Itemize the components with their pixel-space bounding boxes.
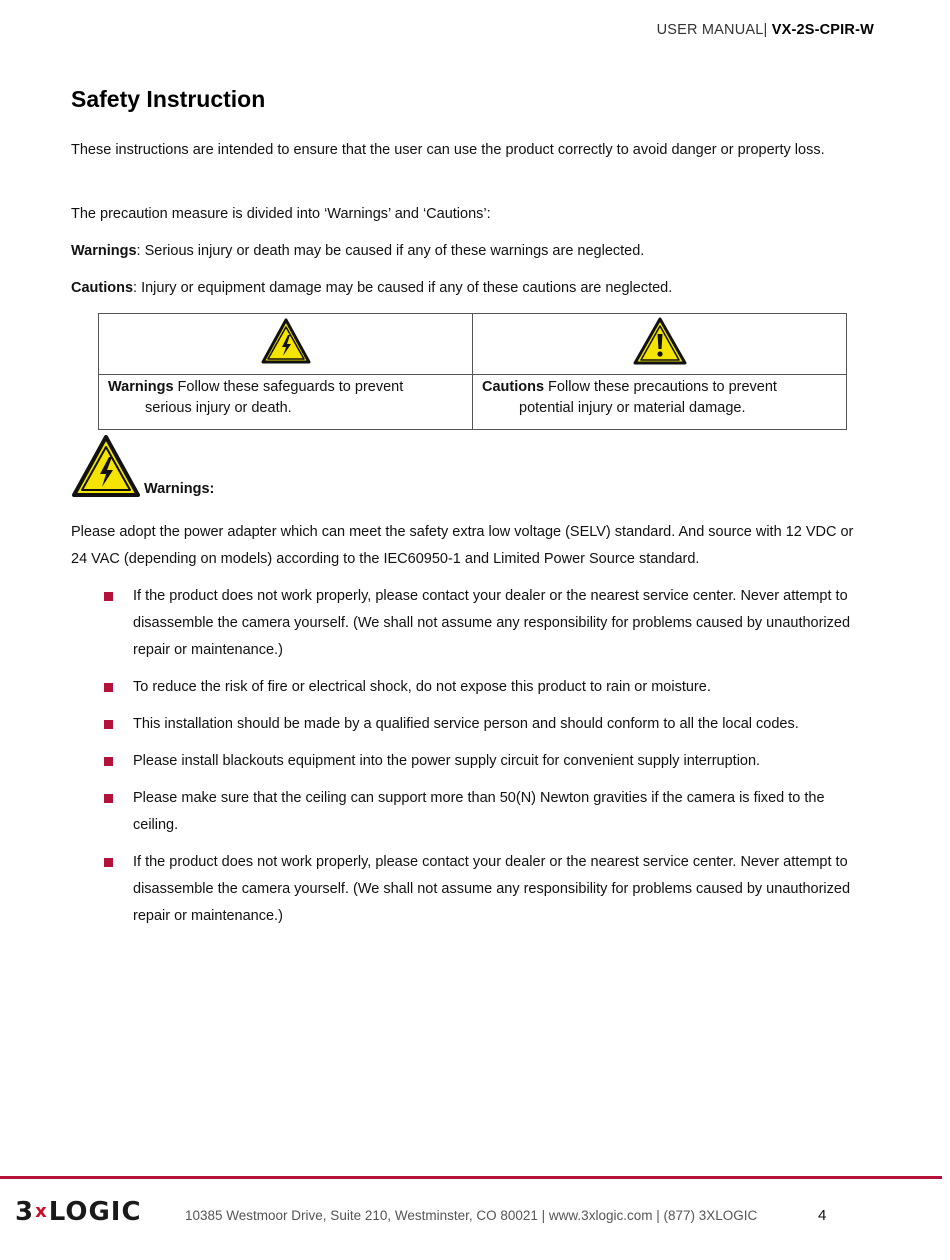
table-cautions-term: Cautions	[482, 379, 545, 395]
table-cautions-line2: potential injury or material damage.	[519, 400, 746, 416]
warnings-definition	[71, 238, 876, 265]
cautions-term: Cautions	[71, 280, 134, 296]
list-item: Please install blackouts equipment into the power supply circuit for convenient supply interruption.	[0, 748, 873, 775]
intro-paragraph: These instructions are intended to ensure that the user can use the product correctly to avoid danger or property loss.	[71, 142, 825, 158]
bullet-square-icon	[104, 720, 113, 729]
high-voltage-warning-icon	[261, 352, 311, 368]
bullet-square-icon	[104, 794, 113, 803]
header-prefix: USER MANUAL|	[656, 22, 772, 38]
table-cautions-line1: Follow these precautions to prevent	[544, 379, 777, 395]
table-cautions-cell	[473, 375, 847, 430]
cautions-definition-text: : Injury or equipment damage may be caused if any of these cautions are neglected.	[133, 280, 673, 296]
page-number: 4	[818, 1207, 827, 1224]
warnings-heading: Warnings:	[144, 481, 215, 497]
footer-address: 10385 Westmoor Drive, Suite 210, Westminster, CO 80021 | www.3xlogic.com | (877) 3XLOGIC	[185, 1208, 758, 1223]
cautions-definition	[71, 275, 876, 302]
table-warnings-cell	[99, 375, 473, 430]
table-warnings-line2: serious injury or death.	[145, 400, 292, 416]
warnings-term: Warnings	[71, 243, 137, 259]
list-item: If the product does not work properly, please contact your dealer or the nearest service center. Never attempt to disassemble the camera yourself. (We shall not assume any responsibility for problems caused by unauthorized repair or maintenance.)	[0, 849, 873, 930]
company-logo: 3xLOGIC	[15, 1197, 142, 1227]
bullet-square-icon	[104, 757, 113, 766]
page-title: Safety Instruction	[71, 86, 266, 112]
list-item: This installation should be made by a qualified service person and should conform to all the local codes.	[0, 711, 873, 738]
bullet-square-icon	[104, 858, 113, 867]
table-caution-icon-cell	[473, 314, 847, 375]
header-model: VX-2S-CPIR-W	[771, 22, 874, 38]
precaution-paragraph: The precaution measure is divided into ‘Warnings’ and ‘Cautions’:	[71, 206, 491, 222]
page-header	[657, 22, 874, 38]
warnings-definition-text: : Serious injury or death may be caused if any of these warnings are neglected.	[136, 243, 645, 259]
warnings-list	[0, 583, 950, 940]
table-warnings-line1: Follow these safeguards to prevent	[173, 379, 404, 395]
list-item: To reduce the risk of fire or electrical shock, do not expose this product to rain or moisture.	[0, 674, 873, 701]
bullet-square-icon	[104, 683, 113, 692]
power-adapter-paragraph: Please adopt the power adapter which can meet the safety extra low voltage (SELV) standard. And source with 12 VDC or 24 VAC (depending on models) according to the IEC60950-1 and Limited Power Source standard.	[71, 524, 854, 567]
warning-caution-table	[98, 313, 847, 430]
exclamation-caution-icon	[633, 353, 687, 369]
list-item: If the product does not work properly, please contact your dealer or the nearest service center. Never attempt to disassemble the camera yourself. (We shall not assume any responsibility for problems caused by unauthorized repair or maintenance.)	[0, 583, 873, 664]
table-warning-icon-cell	[99, 314, 473, 375]
high-voltage-warning-icon	[72, 435, 140, 502]
table-warnings-term: Warnings	[108, 379, 174, 395]
list-item: Please make sure that the ceiling can support more than 50(N) Newton gravities if the camera is fixed to the ceiling.	[0, 785, 873, 839]
footer-divider	[0, 1176, 942, 1179]
bullet-square-icon	[104, 592, 113, 601]
